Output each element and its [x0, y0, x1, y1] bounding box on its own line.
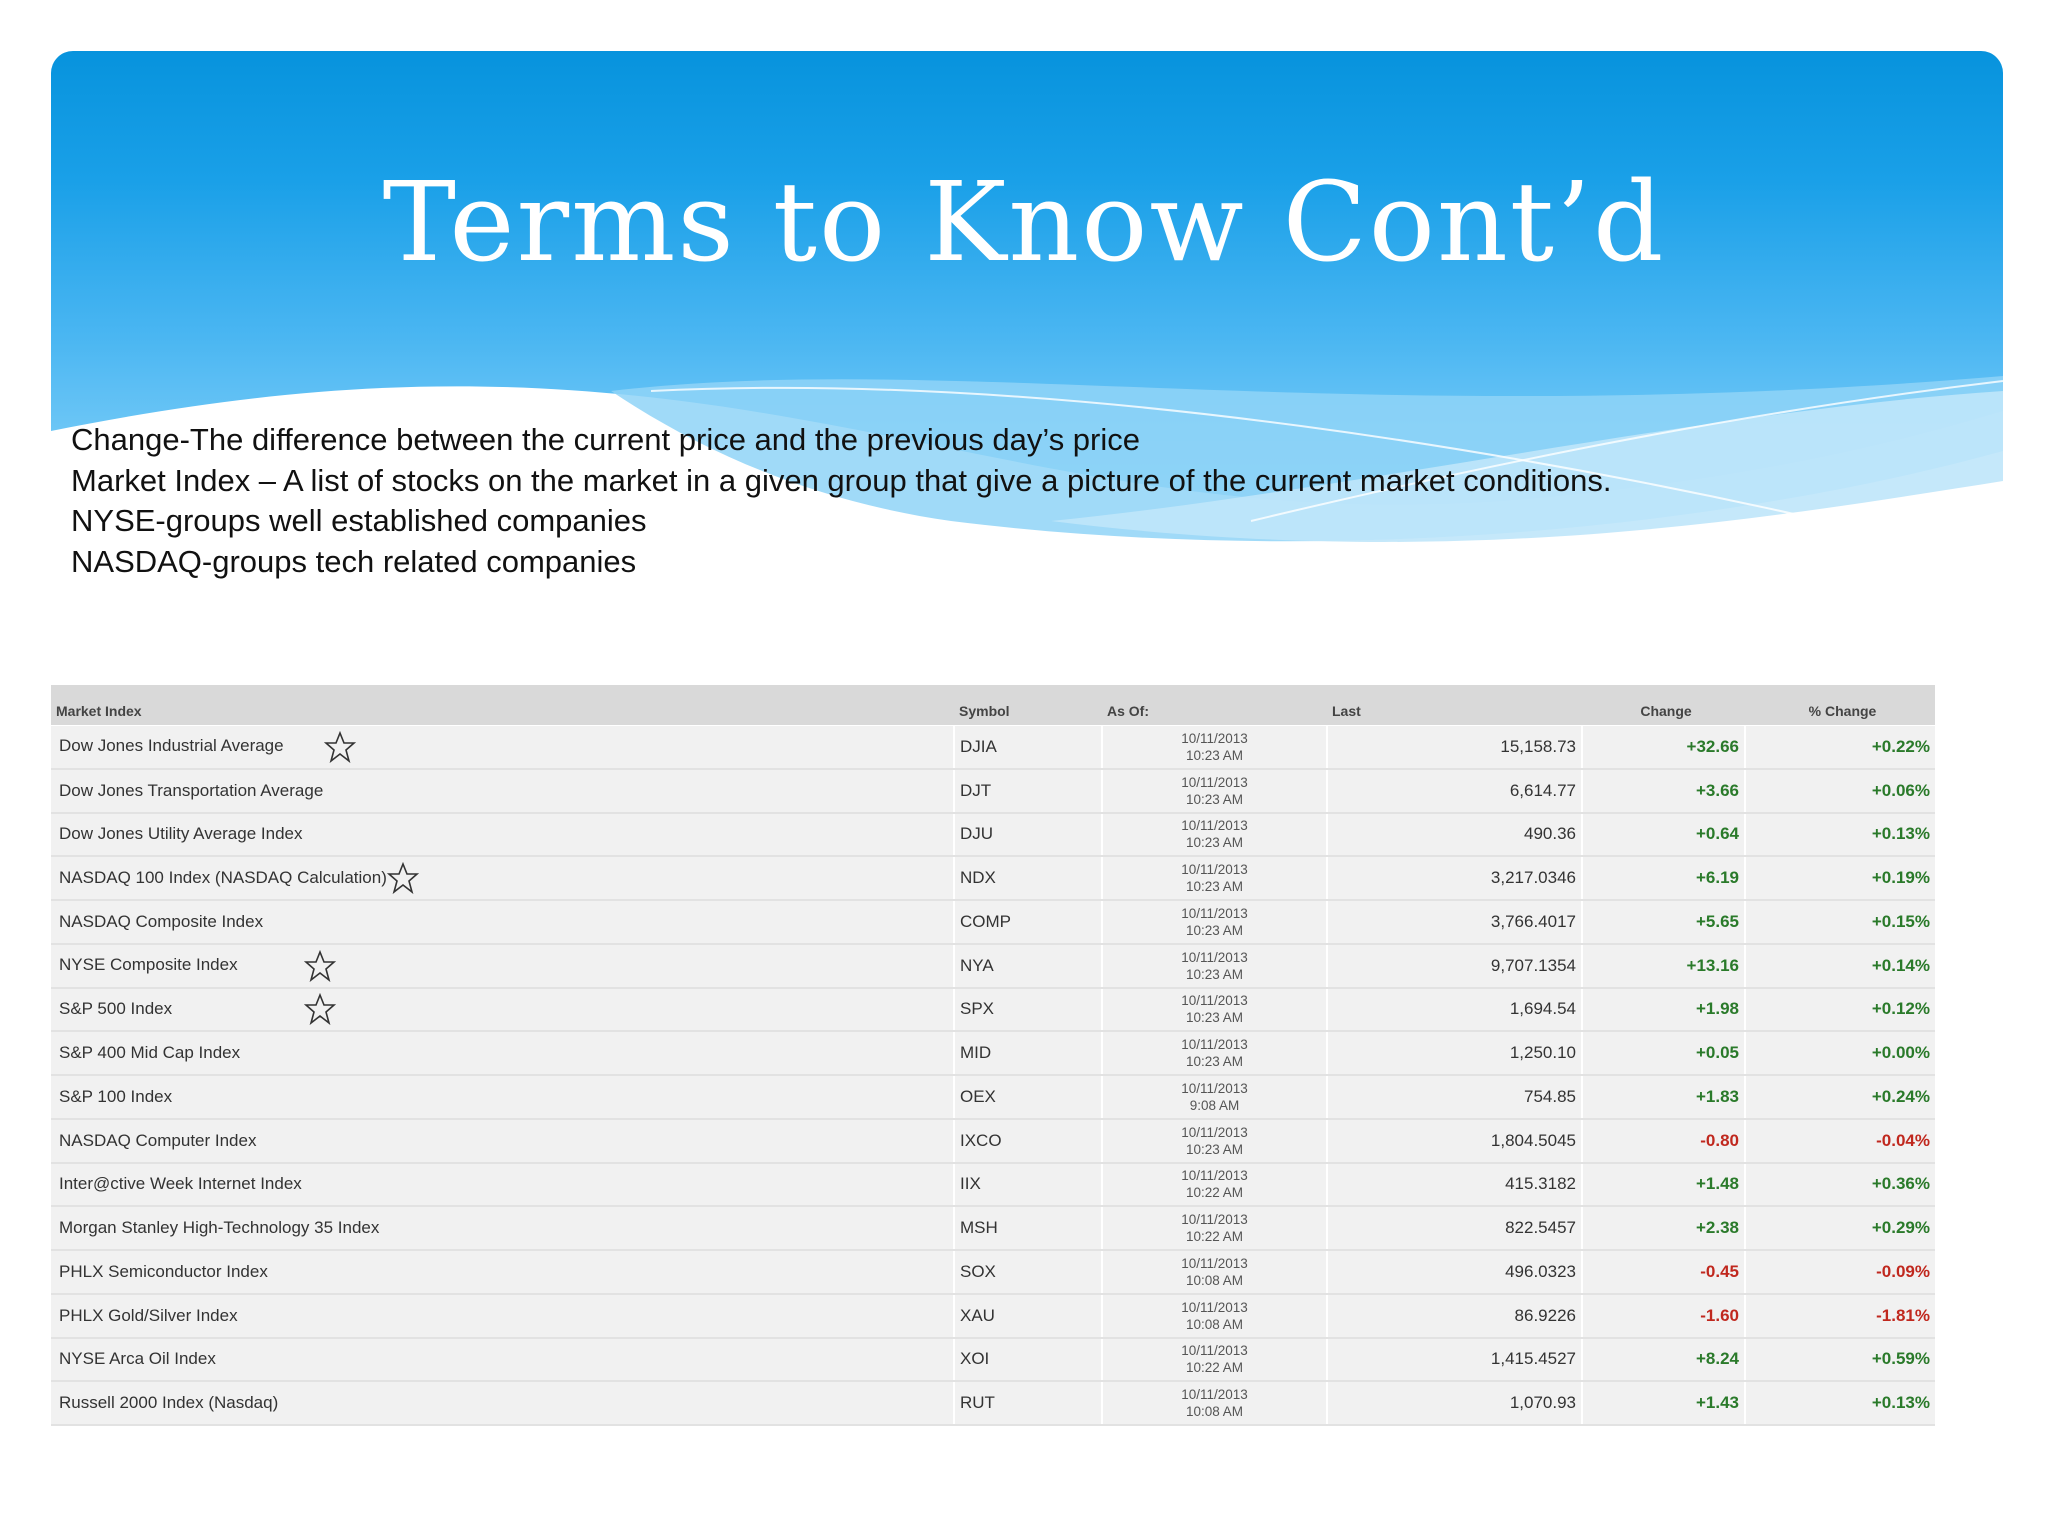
cell-pct-change: -1.81% [1745, 1294, 1935, 1338]
cell-change: -0.80 [1582, 1119, 1745, 1163]
as-of-time: 10:22 AM [1185, 1229, 1244, 1245]
cell-market-index [51, 1206, 954, 1250]
cell-pct-change: +0.00% [1745, 1031, 1935, 1075]
index-name: NYSE Arca Oil Index [59, 1349, 216, 1369]
cell-last: 1,070.93 [1327, 1381, 1582, 1425]
as-of-time: 10:23 AM [1185, 791, 1244, 807]
index-name: Dow Jones Utility Average Index [59, 824, 303, 844]
cell-symbol: MSH [954, 1206, 1102, 1250]
cell-change: +1.83 [1582, 1075, 1745, 1119]
as-of-time: 10:23 AM [1185, 1054, 1244, 1070]
cell-last: 3,217.0346 [1327, 856, 1582, 900]
cell-market-index [51, 1250, 954, 1294]
cell-market-index [51, 1381, 954, 1425]
cell-as-of [1102, 813, 1327, 857]
cell-change: +0.05 [1582, 1031, 1745, 1075]
as-of-date: 10/11/2013 [1181, 1168, 1248, 1184]
index-name: NYSE Composite Index [59, 955, 238, 975]
header-symbol: Symbol [959, 702, 1010, 719]
cell-last: 1,694.54 [1327, 988, 1582, 1032]
index-name: Russell 2000 Index (Nasdaq) [59, 1393, 279, 1413]
as-of-date: 10/11/2013 [1181, 774, 1248, 790]
cell-market-index [51, 725, 954, 769]
cell-market-index [51, 900, 954, 944]
cell-pct-change: +0.13% [1745, 813, 1935, 857]
as-of-time: 10:22 AM [1185, 1360, 1244, 1376]
index-name: NASDAQ 100 Index (NASDAQ Calculation) [59, 867, 387, 887]
header-market-index: Market Index [56, 702, 142, 719]
cell-change: +1.43 [1582, 1381, 1745, 1425]
as-of-time: 10:22 AM [1185, 1185, 1244, 1201]
as-of-time: 10:23 AM [1185, 966, 1244, 982]
as-of-time: 10:23 AM [1185, 879, 1244, 895]
cell-market-index [51, 1031, 954, 1075]
cell-last: 3,766.4017 [1327, 900, 1582, 944]
cell-symbol: DJT [954, 769, 1102, 813]
cell-last: 822.5457 [1327, 1206, 1582, 1250]
cell-change: +1.98 [1582, 988, 1745, 1032]
cell-symbol: XAU [954, 1294, 1102, 1338]
as-of-date: 10/11/2013 [1181, 818, 1248, 834]
cell-pct-change: +0.29% [1745, 1206, 1935, 1250]
table-row [51, 1206, 1935, 1250]
cell-market-index [51, 813, 954, 857]
cell-market-index [51, 1338, 954, 1382]
cell-change: -1.60 [1582, 1294, 1745, 1338]
cell-last: 1,415.4527 [1327, 1338, 1582, 1382]
cell-pct-change: +0.59% [1745, 1338, 1935, 1382]
as-of-date: 10/11/2013 [1181, 1080, 1248, 1096]
cell-pct-change: +0.06% [1745, 769, 1935, 813]
cell-market-index [51, 1294, 954, 1338]
term-market-index: Market Index – A list of stocks on the market in a given group that give a picture of the current market conditions. [71, 462, 1612, 498]
cell-as-of [1102, 725, 1327, 769]
table-row [51, 988, 1935, 1032]
index-name: S&P 400 Mid Cap Index [59, 1043, 241, 1063]
cell-as-of [1102, 1206, 1327, 1250]
cell-as-of [1102, 1075, 1327, 1119]
cell-symbol: OEX [954, 1075, 1102, 1119]
cell-last: 6,614.77 [1327, 769, 1582, 813]
table-row [51, 769, 1935, 813]
cell-market-index [51, 1119, 954, 1163]
cell-symbol: DJIA [954, 725, 1102, 769]
cell-change: +1.48 [1582, 1163, 1745, 1207]
table-row [51, 944, 1935, 988]
cell-last: 496.0323 [1327, 1250, 1582, 1294]
table-header-row [51, 685, 1935, 725]
cell-symbol: SPX [954, 988, 1102, 1032]
cell-symbol: RUT [954, 1381, 1102, 1425]
cell-pct-change: -0.04% [1745, 1119, 1935, 1163]
header-last: Last [1332, 702, 1361, 719]
cell-as-of [1102, 856, 1327, 900]
cell-pct-change: -0.09% [1745, 1250, 1935, 1294]
header-pct-change: % Change [1808, 702, 1877, 719]
index-name: Dow Jones Transportation Average [59, 780, 324, 800]
cell-last: 1,804.5045 [1327, 1119, 1582, 1163]
cell-change: +32.66 [1582, 725, 1745, 769]
cell-symbol: SOX [954, 1250, 1102, 1294]
as-of-time: 10:23 AM [1185, 835, 1244, 851]
cell-market-index [51, 944, 954, 988]
as-of-time: 10:23 AM [1185, 1010, 1244, 1026]
cell-market-index [51, 988, 954, 1032]
cell-as-of [1102, 1163, 1327, 1207]
cell-symbol: DJU [954, 813, 1102, 857]
table-row [51, 1119, 1935, 1163]
table-row [51, 900, 1935, 944]
cell-as-of [1102, 988, 1327, 1032]
terms-list [71, 420, 1771, 582]
cell-change: -0.45 [1582, 1250, 1745, 1294]
index-name: S&P 100 Index [59, 1086, 173, 1106]
cell-change: +2.38 [1582, 1206, 1745, 1250]
as-of-date: 10/11/2013 [1181, 862, 1248, 878]
table-row [51, 1163, 1935, 1207]
term-change: Change-The difference between the current price and the previous day’s price [71, 422, 1141, 457]
market-index-table [51, 685, 1935, 1425]
cell-market-index [51, 1075, 954, 1119]
cell-change: +6.19 [1582, 856, 1745, 900]
table-row [51, 813, 1935, 857]
cell-symbol: COMP [954, 900, 1102, 944]
as-of-date: 10/11/2013 [1181, 1387, 1248, 1403]
table-row [51, 856, 1935, 900]
cell-change: +3.66 [1582, 769, 1745, 813]
as-of-date: 10/11/2013 [1181, 949, 1248, 965]
as-of-date: 10/11/2013 [1181, 1299, 1248, 1315]
as-of-date: 10/11/2013 [1181, 1037, 1248, 1053]
cell-pct-change: +0.12% [1745, 988, 1935, 1032]
index-name: NASDAQ Computer Index [59, 1130, 257, 1150]
cell-symbol: IXCO [954, 1119, 1102, 1163]
as-of-date: 10/11/2013 [1181, 905, 1248, 921]
cell-pct-change: +0.36% [1745, 1163, 1935, 1207]
cell-as-of [1102, 769, 1327, 813]
cell-last: 490.36 [1327, 813, 1582, 857]
cell-pct-change: +0.19% [1745, 856, 1935, 900]
cell-market-index [51, 1163, 954, 1207]
header-change: Change [1640, 702, 1692, 719]
cell-last: 9,707.1354 [1327, 944, 1582, 988]
cell-as-of [1102, 1250, 1327, 1294]
cell-symbol: IIX [954, 1163, 1102, 1207]
term-nasdaq: NASDAQ-groups tech related companies [71, 543, 637, 579]
header-as-of: As Of: [1107, 702, 1149, 719]
cell-last: 86.9226 [1327, 1294, 1582, 1338]
table-row [51, 1381, 1935, 1425]
cell-change: +8.24 [1582, 1338, 1745, 1382]
as-of-time: 10:08 AM [1185, 1272, 1244, 1288]
as-of-time: 9:08 AM [1189, 1097, 1240, 1113]
as-of-time: 10:23 AM [1185, 1141, 1244, 1157]
table-row [51, 1338, 1935, 1382]
index-name: S&P 500 Index [59, 998, 173, 1018]
index-name: PHLX Gold/Silver Index [59, 1305, 238, 1325]
cell-as-of [1102, 1294, 1327, 1338]
cell-pct-change: +0.15% [1745, 900, 1935, 944]
cell-change: +0.64 [1582, 813, 1745, 857]
table-row [51, 1031, 1935, 1075]
index-name: PHLX Semiconductor Index [59, 1261, 268, 1281]
cell-symbol: NDX [954, 856, 1102, 900]
cell-last: 754.85 [1327, 1075, 1582, 1119]
cell-as-of [1102, 944, 1327, 988]
cell-last: 1,250.10 [1327, 1031, 1582, 1075]
cell-as-of [1102, 1338, 1327, 1382]
cell-pct-change: +0.22% [1745, 725, 1935, 769]
cell-as-of [1102, 1031, 1327, 1075]
cell-as-of [1102, 1381, 1327, 1425]
star-outline-icon[interactable] [324, 731, 356, 763]
cell-market-index [51, 769, 954, 813]
cell-symbol: MID [954, 1031, 1102, 1075]
as-of-date: 10/11/2013 [1181, 1212, 1248, 1228]
as-of-time: 10:08 AM [1185, 1316, 1244, 1332]
term-nyse: NYSE-groups well established companies [71, 503, 647, 538]
cell-as-of [1102, 900, 1327, 944]
table-row [51, 1250, 1935, 1294]
cell-last: 15,158.73 [1327, 725, 1582, 769]
table-row [51, 1075, 1935, 1119]
as-of-time: 10:23 AM [1185, 747, 1244, 763]
cell-pct-change: +0.24% [1745, 1075, 1935, 1119]
table-row [51, 1294, 1935, 1338]
cell-last: 415.3182 [1327, 1163, 1582, 1207]
index-name: Dow Jones Industrial Average [59, 736, 284, 756]
as-of-date: 10/11/2013 [1181, 1343, 1248, 1359]
cell-pct-change: +0.13% [1745, 1381, 1935, 1425]
slide-title: Terms to Know Cont’d [382, 158, 1666, 286]
star-outline-icon[interactable] [387, 862, 419, 894]
cell-change: +5.65 [1582, 900, 1745, 944]
as-of-time: 10:08 AM [1185, 1404, 1244, 1420]
as-of-time: 10:23 AM [1185, 922, 1244, 938]
as-of-date: 10/11/2013 [1181, 993, 1248, 1009]
star-outline-icon[interactable] [304, 950, 336, 982]
index-name: Inter@ctive Week Internet Index [59, 1174, 302, 1194]
cell-as-of [1102, 1119, 1327, 1163]
star-outline-icon[interactable] [304, 993, 336, 1025]
cell-pct-change: +0.14% [1745, 944, 1935, 988]
index-name: NASDAQ Composite Index [59, 911, 264, 931]
cell-market-index [51, 856, 954, 900]
table-row [51, 725, 1935, 769]
as-of-date: 10/11/2013 [1181, 730, 1248, 746]
as-of-date: 10/11/2013 [1181, 1255, 1248, 1271]
as-of-date: 10/11/2013 [1181, 1124, 1248, 1140]
cell-change: +13.16 [1582, 944, 1745, 988]
cell-symbol: NYA [954, 944, 1102, 988]
index-name: Morgan Stanley High-Technology 35 Index [59, 1218, 380, 1238]
cell-symbol: XOI [954, 1338, 1102, 1382]
table-body [51, 725, 1935, 1425]
